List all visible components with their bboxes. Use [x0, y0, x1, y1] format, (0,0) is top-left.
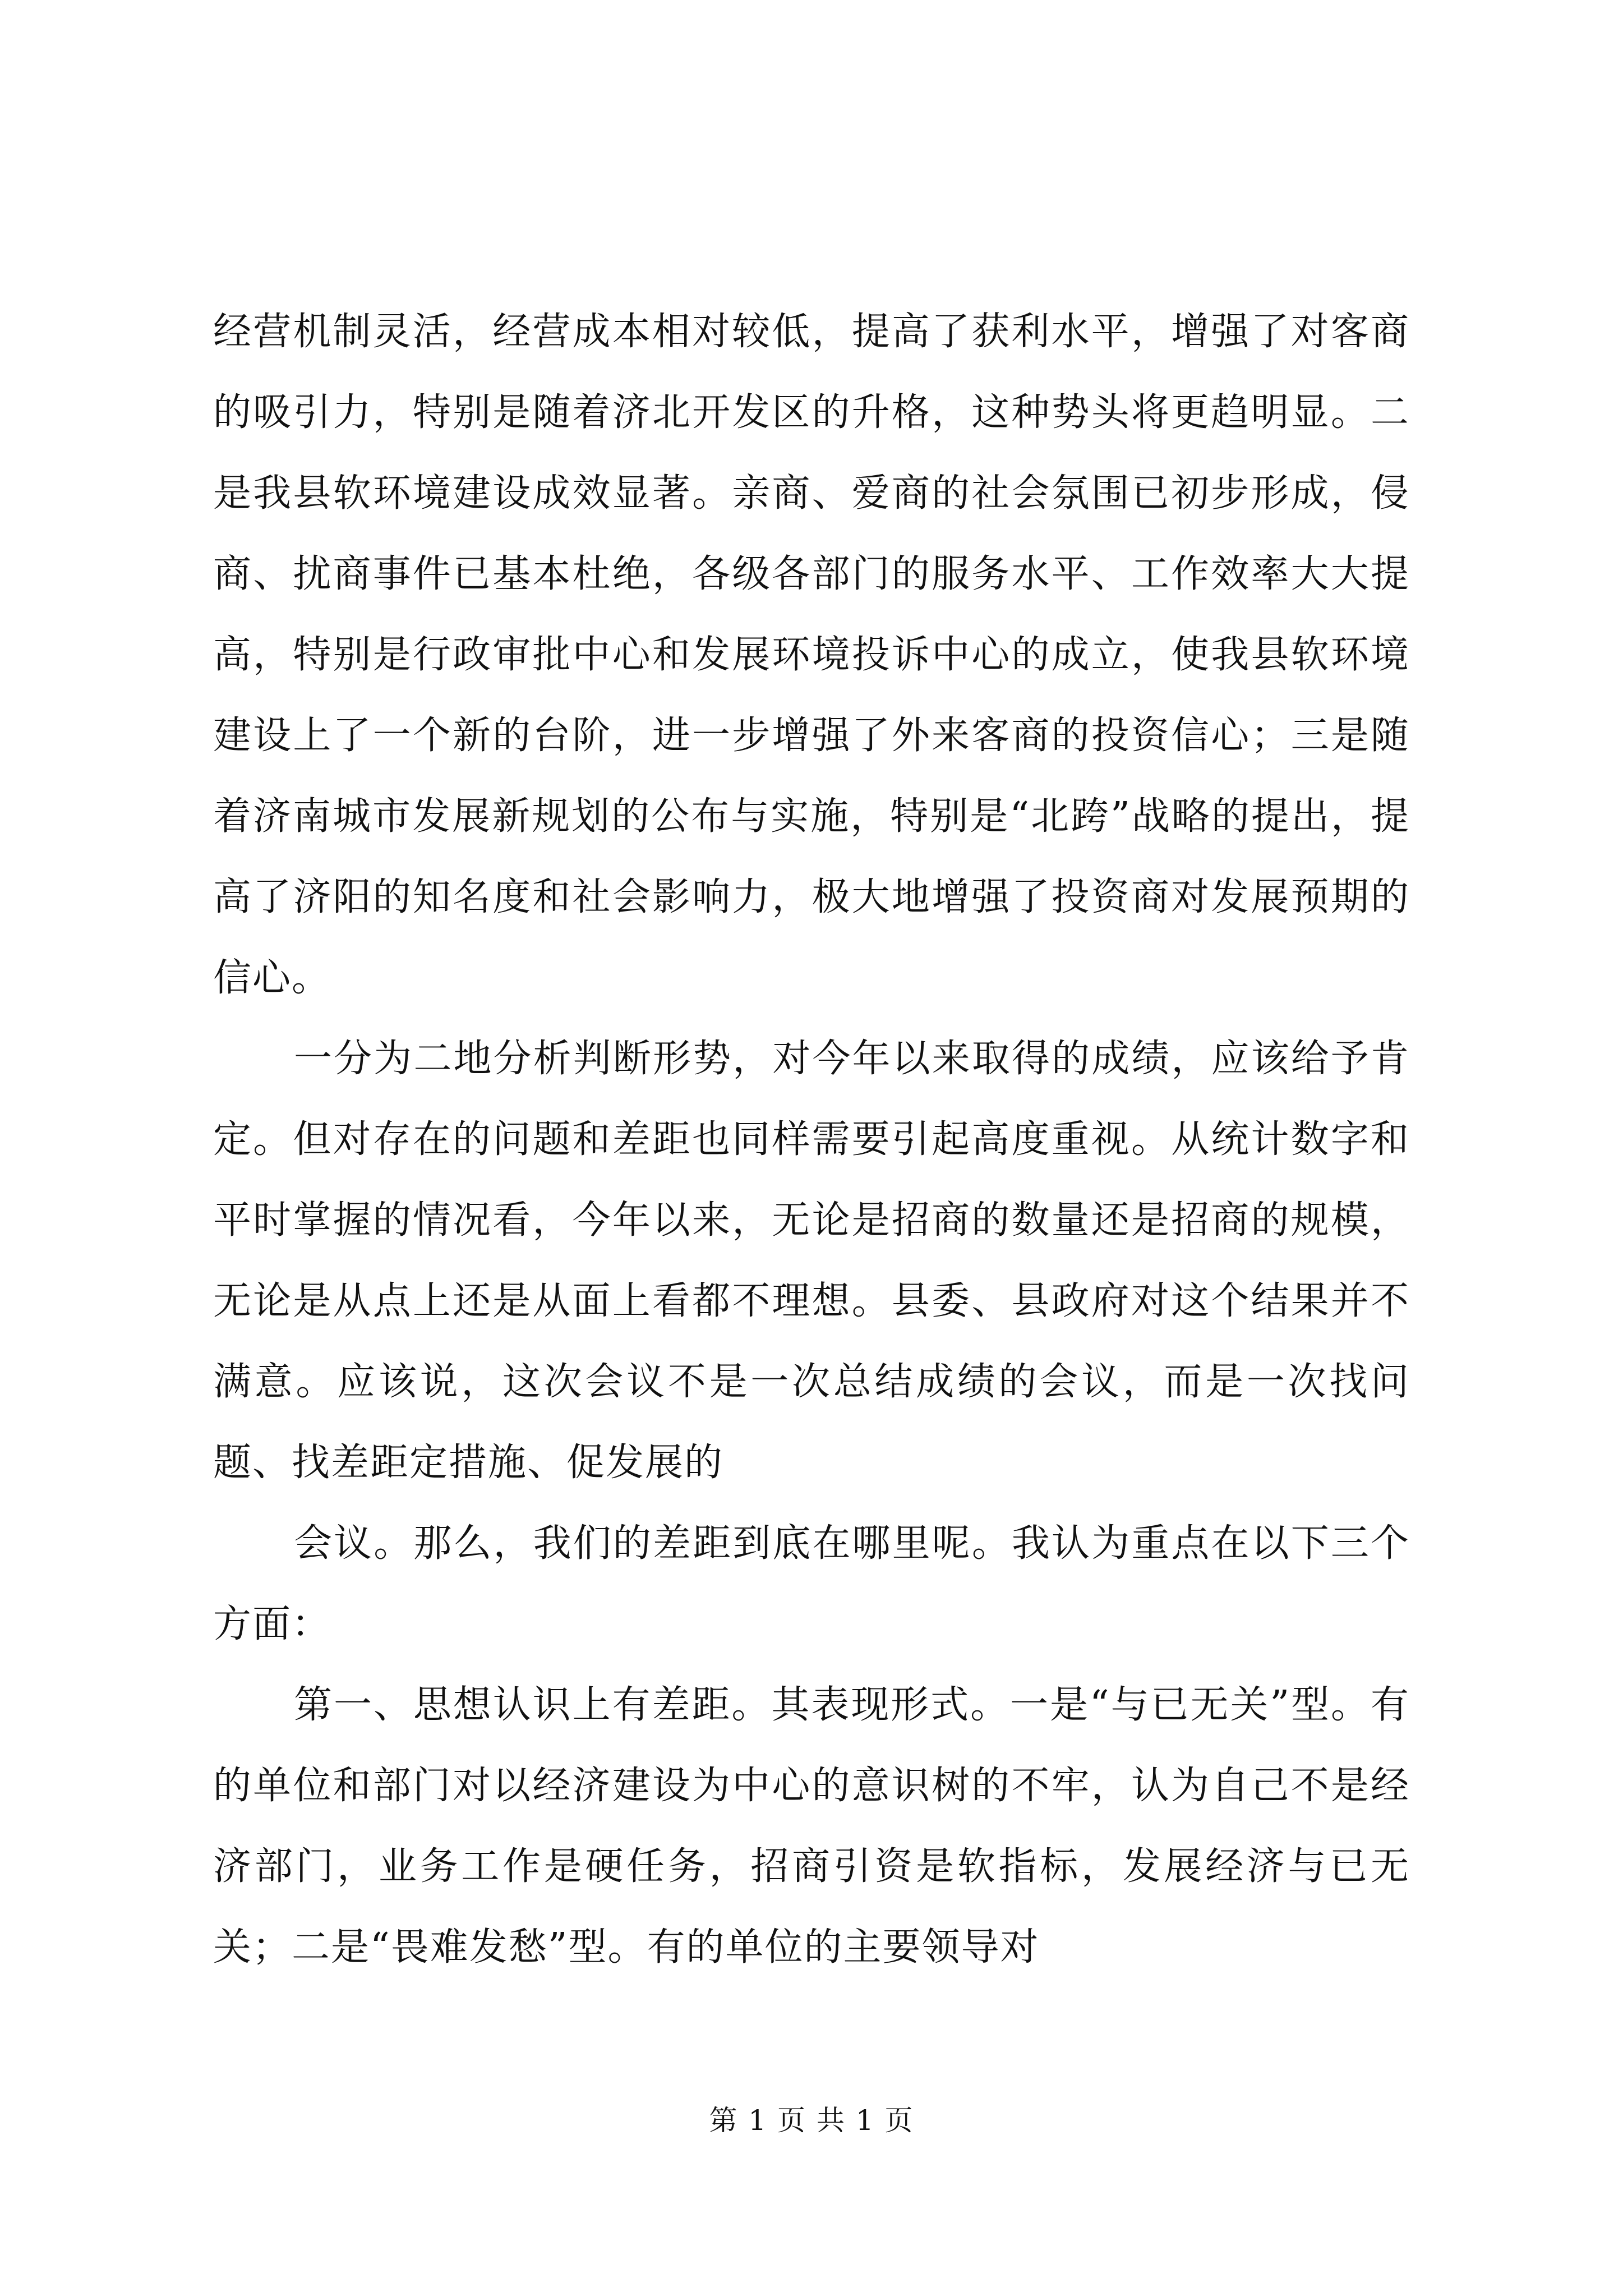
page-footer: 第 1 页 共 1 页 [709, 2104, 914, 2137]
paragraph: 会议。那么，我们的差距到底在哪里呢。我认为重点在以下三个方面： [213, 1521, 1410, 1646]
document-body [213, 292, 1410, 1988]
paragraph: 一分为二地分析判断形势，对今年以来取得的成绩，应该给予肯定。但对存在的问题和差距也同样需要引起高度重视。从统计数字和平时掌握的情况看，今年以来，无论是招商的数量还是招商的规模，无论是从点上还是从面上看都不理想。县委、县政府对这个结果并不满意。应该说，这次会议不是一次总结成绩的会议，而是一次找问题、找差距定措施、促发展的 [213, 1037, 1410, 1485]
paragraph: 经营机制灵活，经营成本相对较低，提高了获利水平，增强了对客商的吸引力，特别是随着济北开发区的升格，这种势头将更趋明显。二是我县软环境建设成效显著。亲商、爱商的社会氛围已初步形成，侵商、扰商事件已基本杜绝，各级各部门的服务水平、工作效率大大提高，特别是行政审批中心和发展环境投诉中心的成立，使我县软环境建设上了一个新的台阶，进一步增强了外来客商的投资信心；三是随着济南城市发展新规划的公布与实施，特别是“北跨”战略的提出，提高了济阳的知名度和社会影响力，极大地增强了投资商对发展预期的信心。 [213, 310, 1410, 1000]
paragraph: 第一、思想认识上有差距。其表现形式。一是“与已无关”型。有的单位和部门对以经济建设为中心的意识树的不牢，认为自己不是经济部门，业务工作是硬任务，招商引资是软指标，发展经济与已无关；二是“畏难发愁”型。有的单位的主要领导对 [213, 1683, 1410, 1970]
